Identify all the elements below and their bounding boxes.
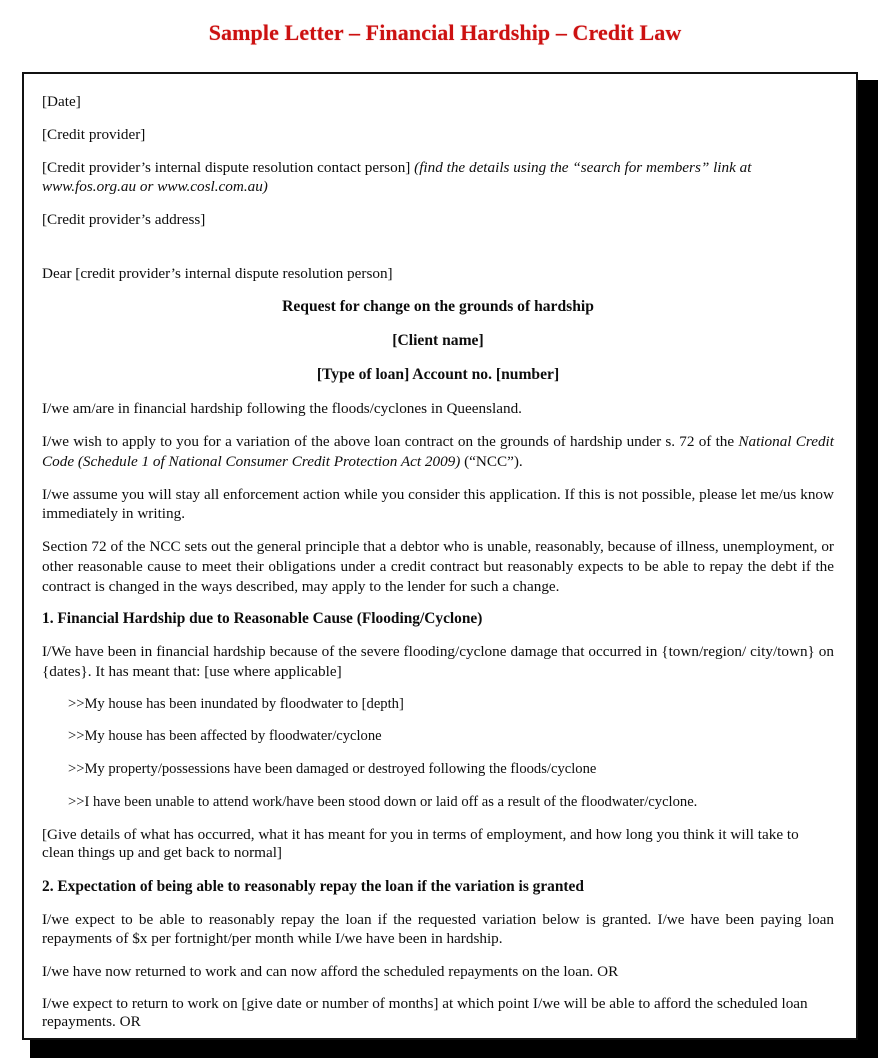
paragraph-hardship-cause: I/We have been in financial hardship because of the severe flooding/cyclone damage that occurred in {town/region/ city/town} on {dates}. It has meant that: [use where applicable] — [42, 643, 834, 681]
list-item: >>I have been unable to attend work/have been stood down or laid off as a result of the floodwater/cyclone. — [68, 793, 698, 810]
provider-address-line: [Credit provider’s address] — [42, 211, 206, 228]
section-heading-1: 1. Financial Hardship due to Reasonable Cause (Flooding/Cyclone) — [42, 610, 483, 628]
paragraph-returned-to-work: I/we have now returned to work and can now afford the scheduled repayments on the loan. OR — [42, 963, 619, 981]
paragraph-expect-return-to-work: I/we expect to return to work on [give date or number of months] at which point I/we will be able to afford the scheduled loan repayments. OR — [42, 994, 808, 1031]
list-item: >>My property/possessions have been damaged or destroyed following the floods/cyclone — [68, 761, 597, 778]
page-title: Sample Letter – Financial Hardship – Credit Law — [208, 20, 682, 45]
letter-box-shadow-bottom — [30, 1040, 878, 1058]
variation-request-post: (“NCC”). — [460, 452, 523, 470]
paragraph-give-details: [Give details of what has occurred, what it has meant for you in terms of employment, and how long you think it will take to clean things up and get back to normal] — [42, 825, 799, 862]
credit-provider-line: [Credit provider] — [42, 125, 146, 143]
paragraph-section-72: Section 72 of the NCC sets out the general principle that a debtor who is unable, reasonably, because of illness, unemployment, or other reasonable cause to meet their obligations under a credit contract but reasonably expects to be able to repay the debt if the contract is changed in the ways described, may apply to the lender for such a change. — [42, 538, 834, 595]
contact-person-line — [42, 158, 834, 198]
paragraph-enforcement-stay: I/we assume you will stay all enforcement action while you consider this application. If this is not possible, please let me/us know immediately in writing. — [42, 485, 834, 523]
section-heading-2: 2. Expectation of being able to reasonably repay the loan if the variation is granted — [42, 877, 584, 895]
contact-person-note: (find the details using the “search for members” link at www.fos.org.au or www.cosl.com.au) — [42, 158, 752, 196]
letter-body-box — [22, 72, 858, 1040]
date-placeholder: [Date] — [42, 93, 81, 110]
list-item: >>My house has been affected by floodwater/cyclone — [68, 728, 382, 745]
subject-heading-client: [Client name] — [392, 331, 484, 349]
paragraph-expect-repay: I/we expect to be able to reasonably repay the loan if the requested variation below is granted. I/we have been paying loan repayments of $x per fortnight/per month while I/we have been in hardship. — [42, 910, 834, 948]
variation-request-pre: I/we wish to apply to you for a variation of the above loan contract on the grounds of hardship under s. 72 of the — [42, 433, 739, 451]
subject-heading-account: [Type of loan] Account no. [number] — [316, 366, 560, 384]
list-item: >>My house has been inundated by floodwater to [depth] — [68, 695, 404, 712]
national-credit-code-citation: National Credit Code (Schedule 1 of National Consumer Credit Protection Act 2009) — [42, 433, 834, 470]
paragraph-variation-request — [42, 432, 834, 472]
letter-box-shadow-right — [858, 80, 878, 1040]
letter-content — [24, 74, 856, 1032]
salutation-line: Dear [credit provider’s internal dispute resolution person] — [42, 264, 393, 282]
subject-heading-main: Request for change on the grounds of hardship — [282, 297, 594, 315]
paragraph-hardship-statement: I/we am/are in financial hardship following the floods/cyclones in Queensland. — [42, 400, 522, 418]
contact-person-text: [Credit provider’s internal dispute resolution contact person] — [42, 158, 415, 176]
